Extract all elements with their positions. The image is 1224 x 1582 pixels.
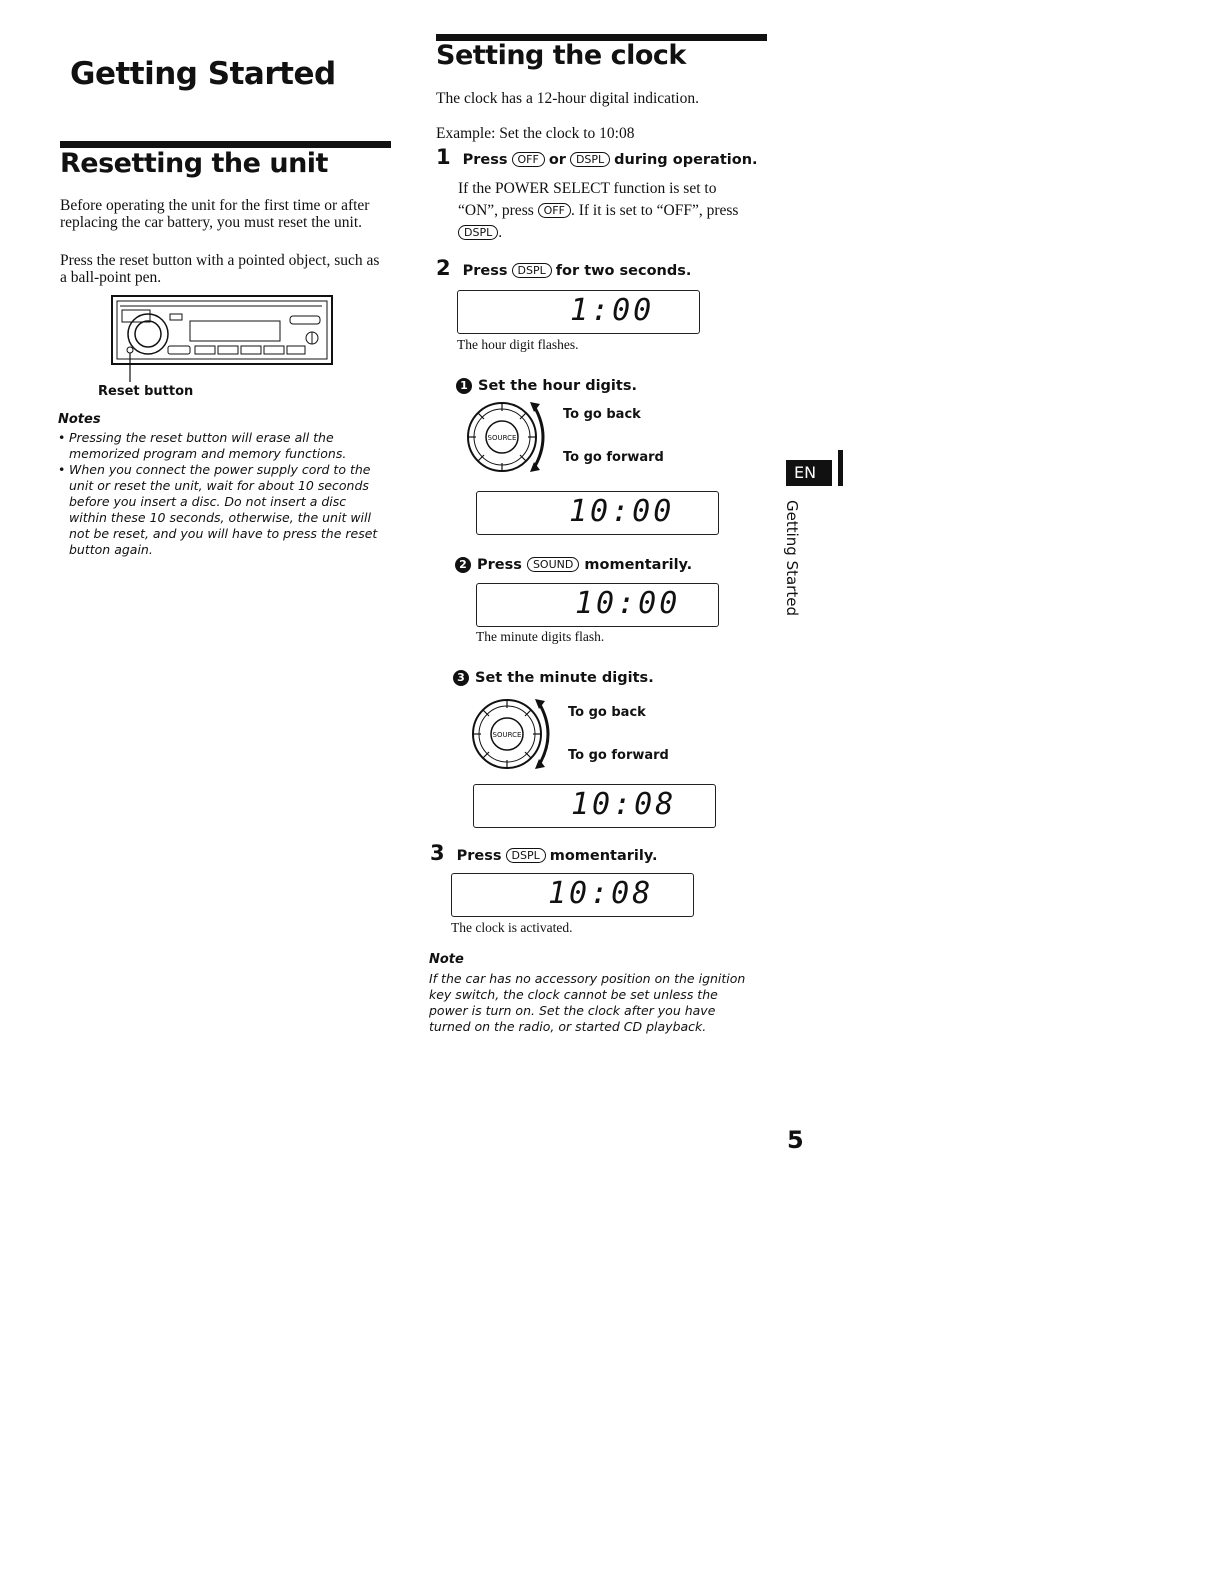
step-1-body-a: If the POWER SELECT function is set to “ON”, press	[458, 180, 717, 219]
lcd-display-1	[457, 290, 700, 334]
go-back-label: To go back	[568, 705, 646, 720]
step-1-number: 1	[436, 145, 451, 169]
clock-intro: The clock has a 12-hour digital indication.	[436, 90, 699, 107]
step-2-press: Press	[462, 263, 508, 279]
notes-list	[58, 430, 388, 558]
tab-marker	[838, 450, 843, 486]
reset-button-label: Reset button	[98, 384, 194, 399]
sub-step-1	[456, 378, 637, 394]
side-section-label: Getting Started	[783, 500, 801, 616]
dspl-button-inline: DSPL	[458, 225, 498, 240]
step-2-tail: for two seconds.	[555, 263, 692, 279]
caption-clock-activated: The clock is activated.	[451, 920, 573, 935]
go-forward-label: To go forward	[563, 450, 664, 465]
step-3	[430, 841, 658, 865]
language-tab: EN	[786, 460, 832, 486]
step-3-number: 3	[430, 841, 445, 865]
step-1-body-b: . If it is set to “OFF”, press	[570, 202, 739, 219]
lcd-display-3	[476, 583, 719, 627]
sub-step-2-badge: 2	[455, 557, 471, 573]
step-1-or: or	[548, 152, 566, 168]
dspl-button: DSPL	[512, 263, 552, 278]
reset-paragraph-2: Press the reset button with a pointed object, such as a ball-point pen.	[60, 252, 380, 286]
lcd-digits: 10:08	[548, 876, 654, 911]
note-text: When you connect the power supply cord to the unit or reset the unit, wait for about 10 seconds before you insert a disc. Do not insert a disc within these 10 seconds, otherwise, the unit will not be reset, and you will have to press the reset button again.	[69, 462, 378, 557]
sub-step-1-badge: 1	[456, 378, 472, 394]
section-rule	[60, 141, 391, 148]
step-2-number: 2	[436, 256, 451, 280]
lcd-digits: 1:00	[570, 293, 655, 328]
sub-step-2-press: Press	[477, 557, 522, 573]
source-knob-label: SOURCE	[487, 434, 517, 442]
go-back-label: To go back	[563, 407, 641, 422]
note-item: • When you connect the power supply cord to the unit or reset the unit, wait for about 10 seconds before you insert a disc. Do not insert a disc within these 10 seconds, otherwise, the unit will not be reset, and you will have to press the reset button again.	[58, 462, 388, 558]
lcd-digits: 10:00	[575, 586, 681, 621]
note-item: • Pressing the reset button will erase all the memorized program and memory functions.	[58, 430, 388, 462]
sub-step-2	[455, 557, 692, 573]
sub-step-1-text: Set the hour digits.	[478, 378, 637, 394]
reset-title: Resetting the unit	[60, 148, 328, 179]
note-title: Note	[429, 952, 464, 967]
source-knob-label: SOURCE	[492, 731, 522, 739]
step-1-body-c: .	[498, 224, 503, 241]
step-1	[436, 145, 758, 169]
step-1-body	[458, 178, 758, 244]
caption-hour-flashes: The hour digit flashes.	[457, 337, 579, 352]
off-button-inline: OFF	[538, 203, 571, 218]
step-3-press: Press	[456, 848, 502, 864]
step-2	[436, 256, 691, 280]
sub-step-3-badge: 3	[453, 670, 469, 686]
source-dial-icon	[462, 398, 554, 476]
section-title: Getting Started	[70, 56, 336, 92]
reset-paragraph-1: Before operating the unit for the first time or after replacing the car battery, you must reset the unit.	[60, 197, 370, 231]
dspl-button: DSPL	[506, 848, 546, 863]
sub-step-3	[453, 670, 654, 686]
note-text: If the car has no accessory position on the ignition key switch, the clock cannot be set unless the power is turn on. Set the clock after you have turned on the radio, or started CD playback.	[429, 971, 746, 1034]
sound-button: SOUND	[527, 557, 579, 572]
dspl-button: DSPL	[570, 152, 610, 167]
sub-step-3-text: Set the minute digits.	[475, 670, 654, 686]
off-button: OFF	[512, 152, 545, 167]
go-forward-label: To go forward	[568, 748, 669, 763]
step-1-press: Press	[462, 152, 508, 168]
caption-minute-flashes: The minute digits flash.	[476, 629, 605, 644]
clock-example: Example: Set the clock to 10:08	[436, 125, 635, 142]
lcd-display-final	[451, 873, 694, 917]
step-3-tail: momentarily.	[549, 848, 658, 864]
lcd-digits: 10:00	[569, 494, 675, 529]
notes-title: Notes	[58, 412, 101, 427]
lcd-display-2	[476, 491, 719, 535]
note-text: Pressing the reset button will erase all the memorized program and memory functions.	[69, 430, 347, 461]
sub-step-2-tail: momentarily.	[584, 557, 693, 573]
clock-title: Setting the clock	[436, 40, 686, 71]
source-dial-icon	[467, 695, 559, 773]
page-number: 5	[787, 1126, 804, 1154]
car-stereo-illustration	[110, 294, 335, 394]
lcd-display-4	[473, 784, 716, 828]
lcd-digits: 10:08	[571, 787, 677, 822]
step-1-tail: during operation.	[614, 152, 758, 168]
